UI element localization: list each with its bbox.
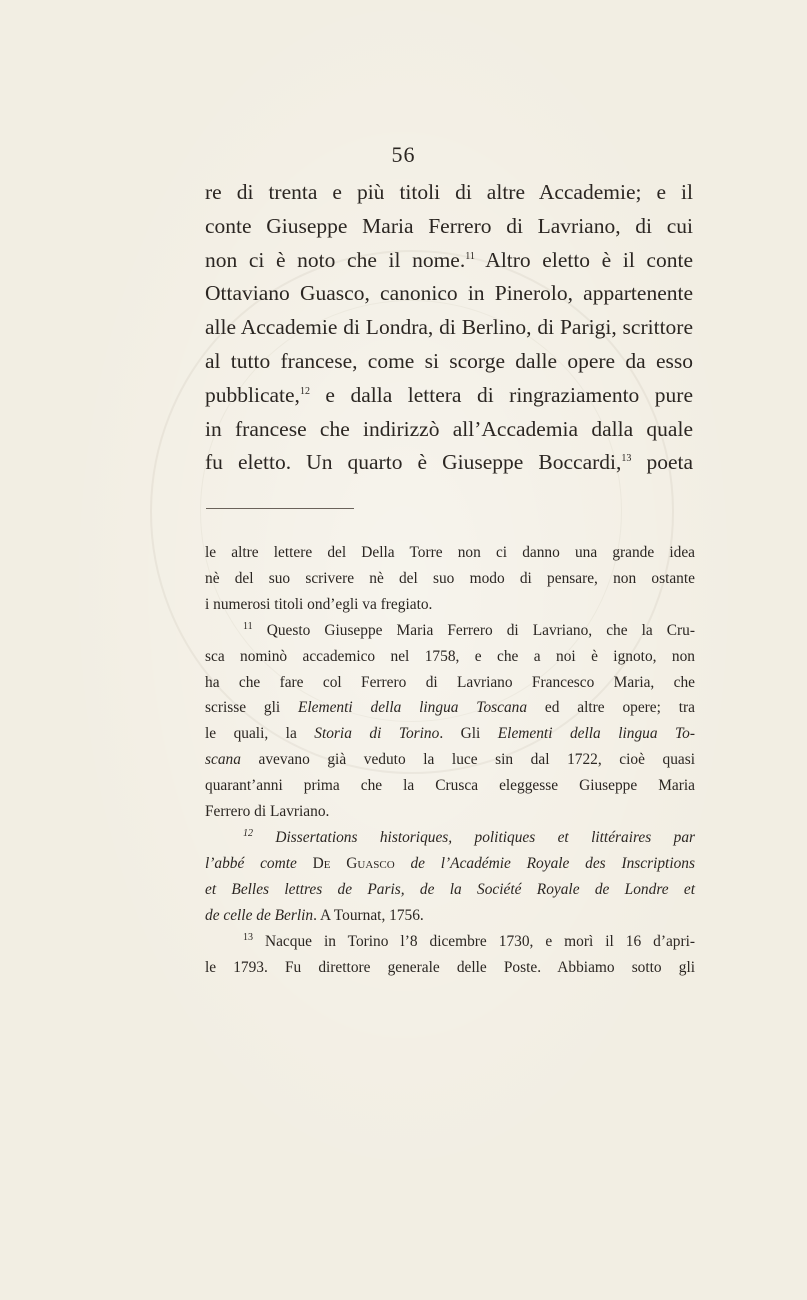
text-line: al tutto francese, come si scorge dalle opere da esso	[205, 348, 693, 373]
note-line: le altre lettere del Della Torre non ci danno una grande idea	[205, 544, 695, 561]
footnote-ref-11: 11	[465, 250, 475, 262]
page-number: 56	[391, 142, 416, 167]
text-line: pubblicate,$^{12}$ e dalla lettera di ringraziamento pure	[205, 382, 693, 407]
footnote-mark: 11	[243, 620, 253, 632]
text-line: in francese che indirizzò all’Accademia dalla quale	[205, 416, 693, 441]
note-line: et Belles lettres de Paris, de la Société Royale de Londre et	[205, 880, 695, 898]
footnote-mark: 12	[243, 827, 253, 839]
note-line: quarant’anni prima che la Crusca eleggesse Giuseppe Maria	[205, 777, 695, 795]
footnotes	[205, 540, 695, 980]
text-line: Ottaviano Guasco, canonico in Pinerolo, appartenente	[205, 281, 693, 306]
note-line: sca nominò accademico nel 1758, e che a noi è ignoto, non	[205, 647, 695, 665]
note-line: de celle de Berlin. A Tournat, 1756.	[205, 906, 424, 924]
footnote-11: $^{11}$ Questo Giuseppe Maria Ferrero di Lavriano, che la Cru-	[243, 620, 695, 639]
text-line: fu eletto. Un quarto è Giuseppe Boccardi,$^{13}$ poeta	[205, 450, 694, 475]
note-line: le 1793. Fu direttore generale delle Poste. Abbiamo sotto gli	[205, 958, 695, 976]
note-line: nè del suo scrivere nè del suo modo di pensare, non ostante	[205, 569, 695, 587]
note-line: scrisse gli Elementi della lingua Toscana ed altre opere; tra	[205, 699, 695, 717]
footnote-separator	[206, 508, 354, 509]
note-line: Ferrero di Lavriano.	[205, 803, 330, 821]
note-line: scana avevano già veduto la luce sin dal 1722, cioè quasi	[205, 751, 695, 769]
text-line: re di trenta e più titoli di altre Accademie; e il	[205, 180, 693, 204]
note-line: le quali, la Storia di Torino. Gli Elementi della lingua To-	[205, 725, 695, 743]
footnote-12: $^{12}$ Dissertations historiques, politiques et littéraires par	[243, 827, 695, 846]
main-text	[205, 176, 693, 480]
text-line: alle Accademie di Londra, di Berlino, di Parigi, scrittore	[205, 315, 693, 340]
footnote-ref-13: 13	[621, 453, 632, 465]
footnote-mark: 13	[243, 931, 253, 943]
text-line: conte Giuseppe Maria Ferrero di Lavriano, di cui	[205, 213, 693, 238]
footnote-ref-12: 12	[299, 385, 310, 397]
note-line: i numerosi titoli ond’egli va fregiato.	[205, 595, 433, 613]
note-line: l’abbé comte De Guasco de l’Académie Royale des Inscriptions	[205, 854, 695, 872]
text-line: non ci è noto che il nome.$^{11}$ Altro eletto è il conte	[205, 247, 693, 272]
footnote-13: $^{13}$ Nacque in Torino l’8 dicembre 1730, e morì il 16 d’apri-	[243, 931, 695, 950]
note-line: ha che fare col Ferrero di Lavriano Francesco Maria, che	[205, 673, 695, 691]
